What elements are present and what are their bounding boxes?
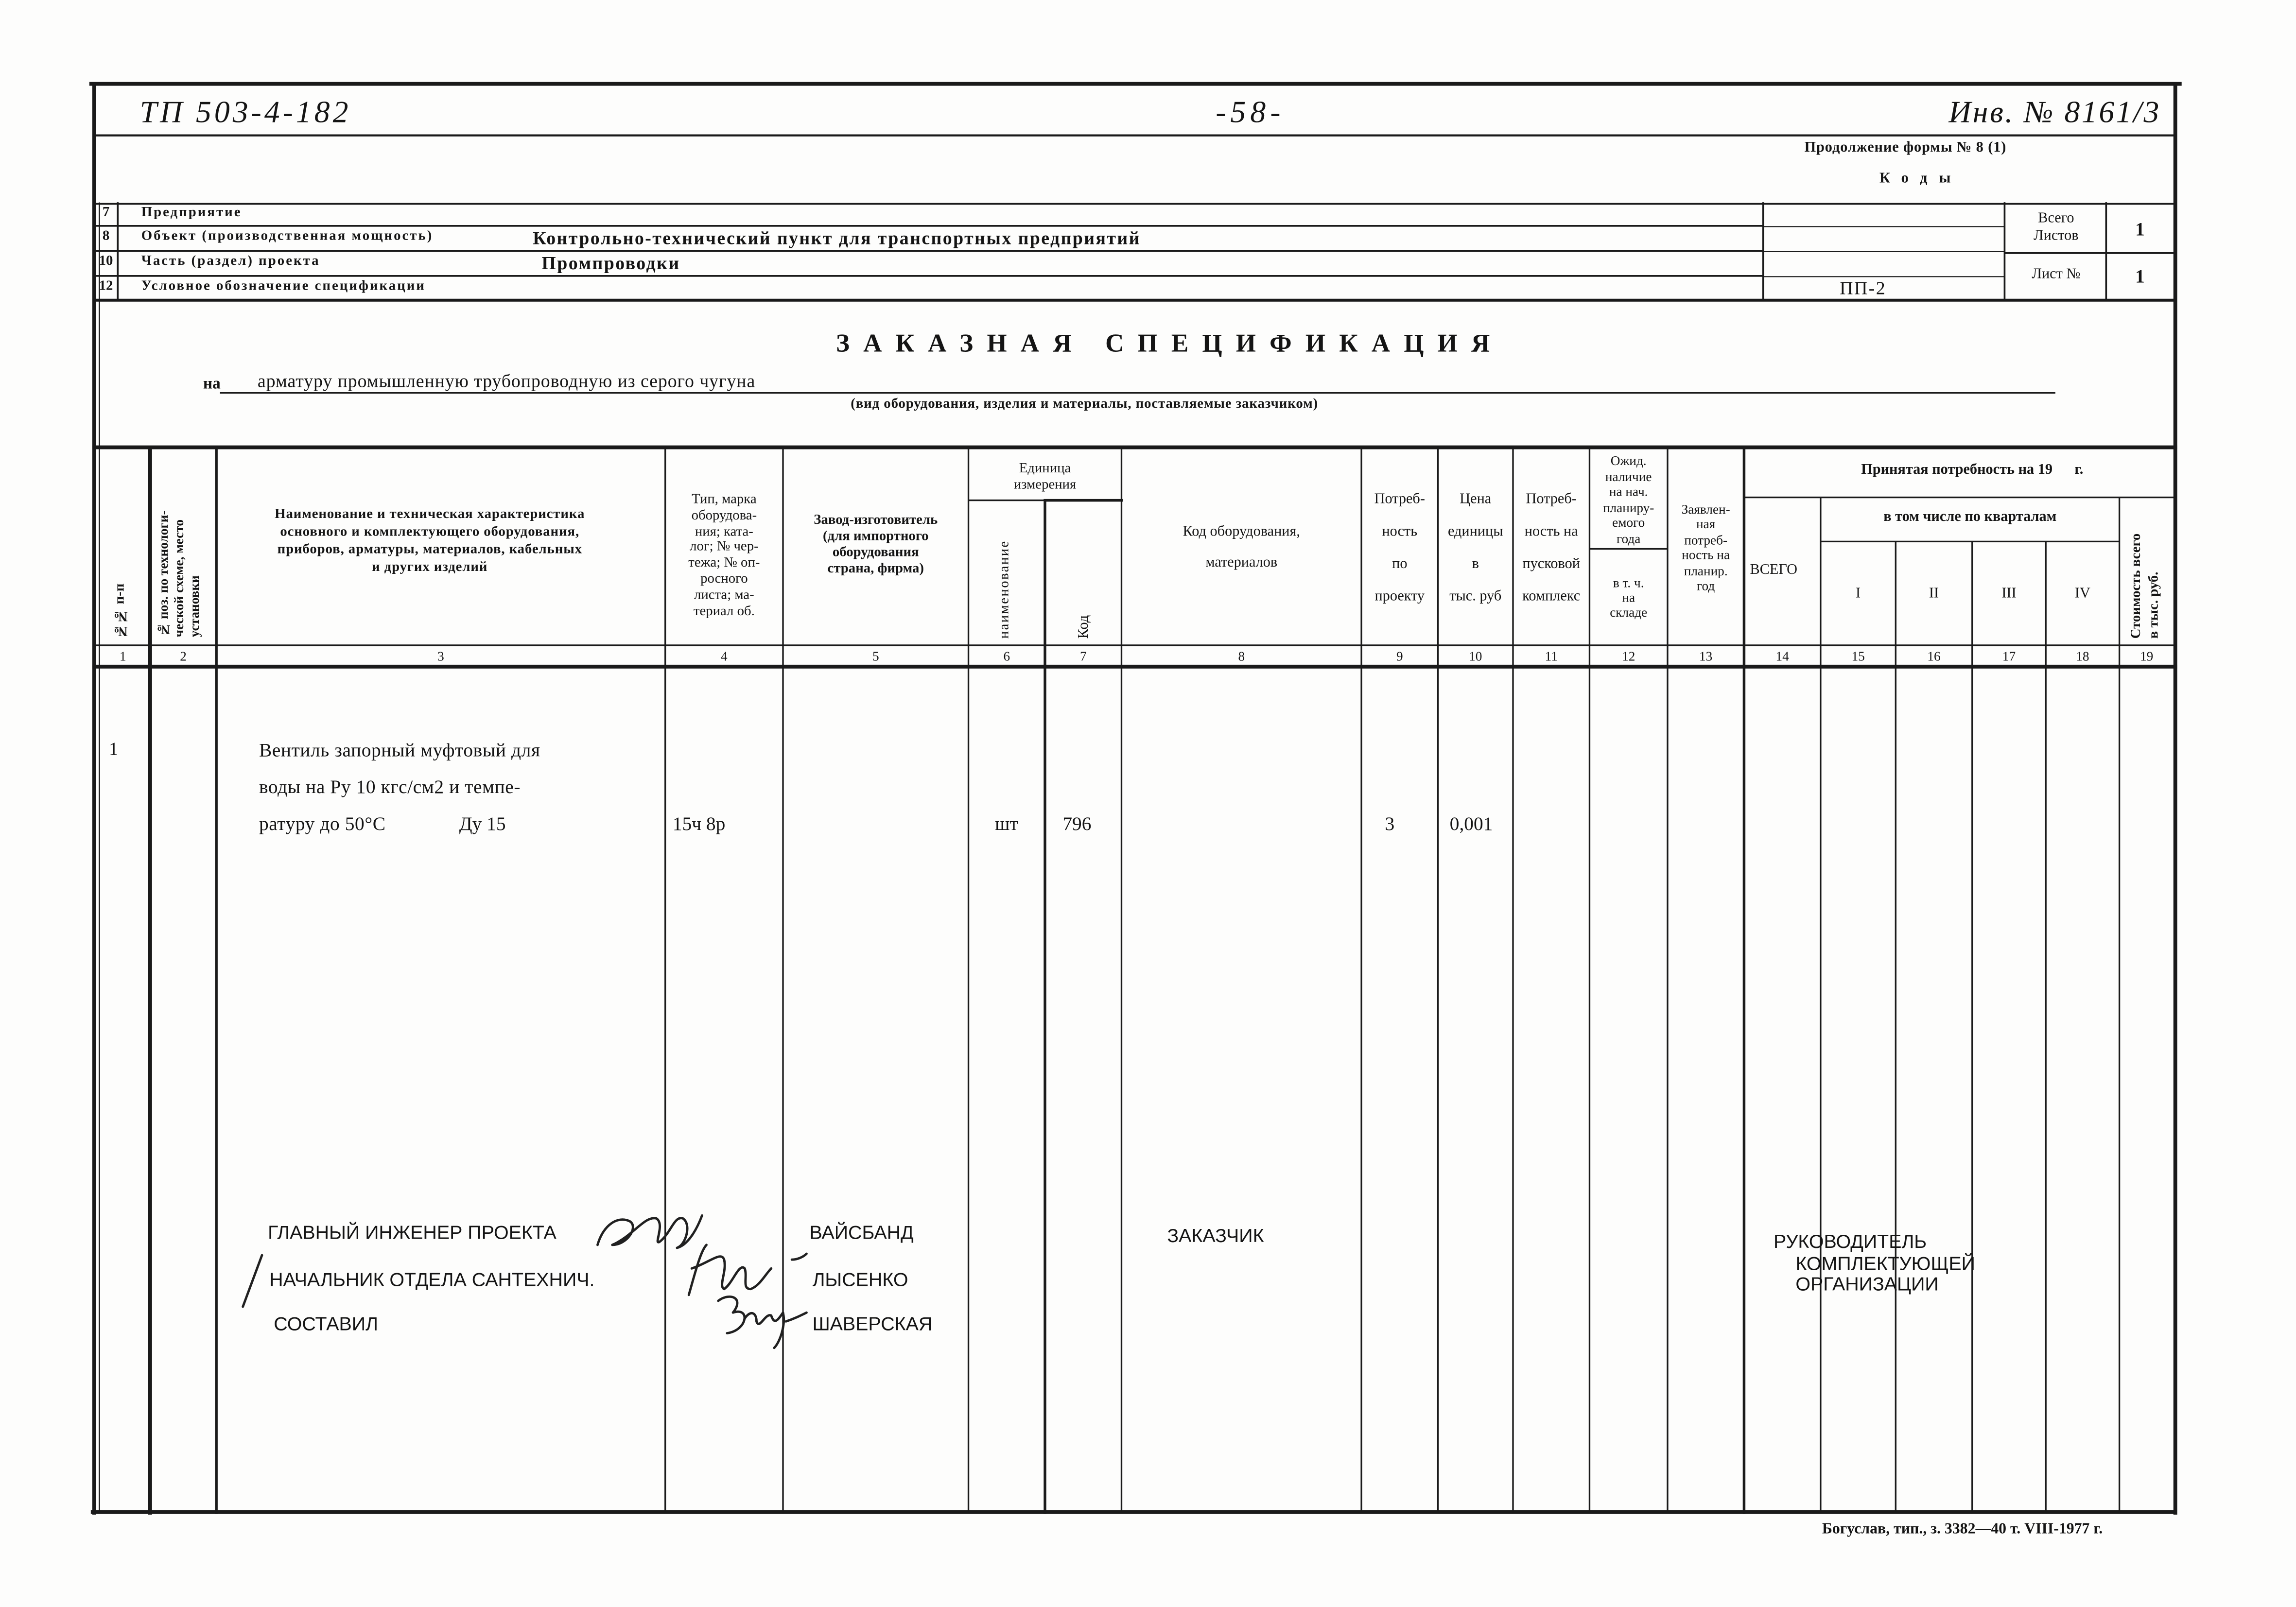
header-row-number: №№ п-п — [113, 583, 128, 638]
compiler-title: СОСТАВИЛ — [274, 1313, 378, 1335]
form-continuation: Продолжение формы № 8 (1) — [1804, 139, 2007, 156]
total-sheets-value: 1 — [2135, 218, 2145, 240]
field-number: 10 — [99, 254, 113, 270]
column-number: 13 — [1699, 649, 1713, 664]
header-unit-code: Код — [1076, 615, 1092, 639]
header-type: Тип, марка оборудова- ния; ката- лог; № чер- тежа; № оп- росного листа; ма- териал об. — [688, 493, 760, 619]
column-number: 3 — [437, 649, 444, 664]
table-heavy-rules — [94, 448, 2175, 1513]
header-in-warehouse: в т. ч. на складе — [1610, 575, 1648, 620]
subject-caption: (вид оборудования, изделия и материалы, поставляемые заказчиком) — [851, 397, 1319, 412]
chief-engineer-title: ГЛАВНЫЙ ИНЖЕНЕР ПРОЕКТА — [268, 1221, 557, 1244]
field-number: 7 — [102, 206, 110, 221]
row-number: 1 — [109, 739, 119, 760]
item-name: Вентиль запорный муфтовый для воды на Ру 10 кгс/см2 и темпе- ратуру до 50°С — [259, 739, 540, 834]
field-label-object: Объект (производственная мощность) — [141, 229, 434, 244]
header-quarter-1: I — [1856, 586, 1861, 602]
field-label-project-part: Часть (раздел) проекта — [141, 254, 320, 270]
header-quarter-2: II — [1929, 586, 1939, 602]
header-unit: Единица измерения — [1013, 462, 1077, 493]
signature-chief-engineer — [597, 1215, 702, 1248]
header-equipment-code: Код оборудования, материалов — [1183, 524, 1300, 571]
item-type: 15ч 8р — [672, 812, 726, 834]
codes-grid — [1763, 226, 2005, 276]
column-number: 16 — [1927, 649, 1941, 664]
department-head-title: НАЧАЛЬНИК ОТДЕЛА САНТЕХНИЧ. — [269, 1268, 595, 1291]
column-number: 18 — [2076, 649, 2089, 664]
subject-prefix: на — [203, 375, 221, 393]
header-manufacturer: Завод-изготовитель (для импортного оборудования страна, фирма) — [814, 513, 938, 577]
sheet-number-label: Лист № — [2032, 266, 2081, 283]
page-number: -58- — [1216, 94, 1285, 130]
column-number: 11 — [1545, 649, 1558, 664]
header-quarters: в том числе по кварталам — [1883, 509, 2057, 526]
supplier-head-label: РУКОВОДИТЕЛЬ КОМПЛЕКТУЮЩЕЙ ОРГАНИЗАЦИИ — [1773, 1230, 1975, 1295]
header-accepted-need: Принятая потребность на 19 г. — [1861, 462, 2084, 479]
chief-engineer-name: ВАЙСБАНД — [809, 1221, 914, 1244]
header-need-startup: Потреб- ность на пусковой комплекс — [1522, 491, 1581, 605]
column-number: 15 — [1851, 649, 1865, 664]
sheet-number-value: 1 — [2135, 265, 2145, 287]
item-need-project: 3 — [1385, 812, 1395, 834]
signature-mark-slash — [243, 1255, 262, 1307]
item-nominal-size: Ду 15 — [459, 812, 506, 834]
header-declared-need: Заявлен- ная потреб- ность на планир. год — [1681, 501, 1730, 593]
column-number: 5 — [872, 649, 879, 664]
header-name: Наименование и техническая характеристика основного и комплектующего оборудования, приборов, арматуры, материалов, кабельных и других изделий — [275, 507, 585, 576]
column-number: 2 — [180, 649, 187, 664]
codes-label: Коды — [1879, 171, 1963, 187]
compiler-name: ШАВЕРСКАЯ — [812, 1313, 933, 1335]
column-number: 17 — [2002, 649, 2016, 664]
header-expected-stock: Ожид. наличие на нач. планиру- емого года — [1602, 453, 1654, 545]
inventory-number: Инв. № 8161/3 — [1948, 94, 2161, 130]
customer-label: ЗАКАЗЧИК — [1167, 1224, 1264, 1246]
column-number: 14 — [1775, 649, 1789, 664]
field-value-project-part: Промпроводки — [541, 253, 680, 274]
column-number: 12 — [1622, 649, 1635, 664]
department-head-name: ЛЫСЕНКО — [812, 1268, 908, 1291]
header-total-cost: Стоимость всего в тыс. руб. — [2129, 533, 2162, 639]
column-number: 7 — [1079, 649, 1087, 664]
field-label-enterprise: Предприятие — [141, 206, 242, 221]
header-total: ВСЕГО — [1750, 562, 1798, 579]
column-number: 8 — [1238, 649, 1245, 664]
header-quarter-4: IV — [2074, 586, 2090, 602]
signature-department-head — [689, 1245, 806, 1295]
column-number: 10 — [1469, 649, 1482, 664]
header-quarter-3: III — [2001, 586, 2017, 602]
field-label-spec-designation: Условное обозначение спецификации — [141, 279, 426, 294]
header-position: № поз. по технологи- ческой схеме, место установки — [156, 510, 202, 638]
total-sheets-label: Всего Листов — [2034, 210, 2079, 244]
document-title: ЗАКАЗНАЯ СПЕЦИФИКАЦИЯ — [836, 328, 1504, 358]
header-need-project: Потреб- ность по проекту — [1374, 491, 1425, 605]
header-unit-name: наименование — [998, 540, 1013, 639]
column-number: 19 — [2140, 649, 2154, 664]
item-unit-code: 796 — [1062, 812, 1092, 834]
column-number: 1 — [120, 649, 126, 664]
column-number: 4 — [721, 649, 728, 664]
table-thin-rules — [94, 448, 2175, 1513]
printer-imprint: Богуслав, тип., з. 3382—40 т. VIII-1977 г. — [1822, 1521, 2103, 1538]
spec-code: ПП-2 — [1840, 278, 1887, 299]
project-code: ТП 503-4-182 — [139, 94, 351, 130]
field-number: 12 — [99, 279, 113, 294]
field-value-object: Контрольно-технический пункт для транспортных предприятий — [533, 228, 1141, 249]
item-unit-price: 0,001 — [1449, 812, 1493, 834]
signature-compiler — [718, 1296, 807, 1348]
item-unit-name: шт — [995, 812, 1018, 834]
column-number: 6 — [1003, 649, 1010, 664]
header-unit-price: Цена единицы в тыс. руб — [1447, 491, 1503, 605]
column-number: 9 — [1396, 649, 1403, 664]
field-number: 8 — [102, 229, 110, 244]
subject-value: арматуру промышленную трубопроводную из серого чугуна — [257, 371, 756, 392]
